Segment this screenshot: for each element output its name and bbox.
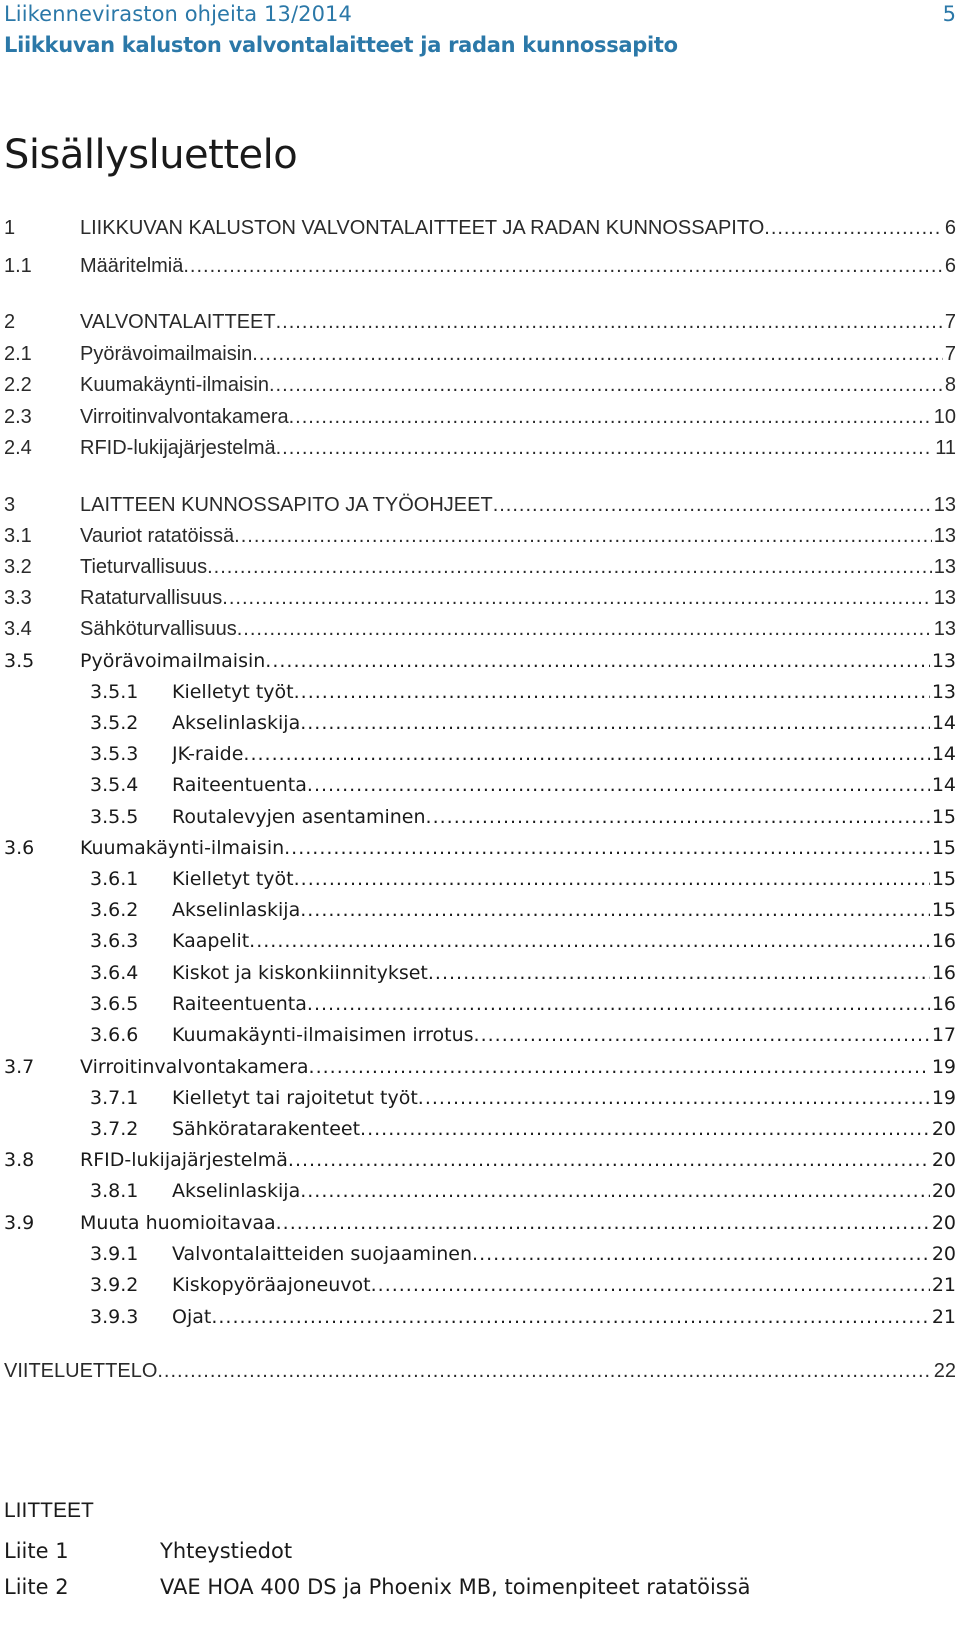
toc-entry-page: 14 <box>931 743 956 765</box>
toc-entry-line <box>172 739 956 769</box>
toc-entry-label: Tieturvallisuus <box>80 556 208 578</box>
toc-entry-label: Virroitinvalvontakamera <box>80 406 289 428</box>
toc-entry-line <box>80 552 956 582</box>
toc-entry-line <box>172 770 956 800</box>
toc-entry-label: Rataturvallisuus <box>80 587 223 609</box>
toc-entry-page: 8 <box>944 374 956 396</box>
toc-entry-page: 20 <box>931 1243 956 1265</box>
toc-entry-number: 3.9.2 <box>90 1274 139 1296</box>
toc-entry-number: 2.2 <box>4 374 32 396</box>
toc-entry[interactable] <box>0 213 960 243</box>
dot-leader <box>265 646 930 676</box>
toc-entry[interactable] <box>0 490 960 520</box>
toc-entry[interactable] <box>0 1208 960 1238</box>
toc-entry[interactable] <box>0 739 960 769</box>
dot-leader <box>300 895 930 925</box>
dot-leader <box>371 1270 930 1300</box>
toc-entry[interactable] <box>0 552 960 582</box>
dot-leader <box>207 552 932 582</box>
toc-entry-number: 2.3 <box>4 406 32 428</box>
toc-entry[interactable] <box>0 708 960 738</box>
toc-entry-line <box>172 926 956 956</box>
toc-entry-page: 16 <box>931 962 956 984</box>
toc-entry-line <box>172 1270 956 1300</box>
toc-entry-page: 13 <box>933 494 956 516</box>
toc-entry[interactable] <box>0 614 960 644</box>
toc-entry-label: Kielletyt työt <box>172 681 294 703</box>
toc-entry-number: 3.7 <box>4 1056 35 1078</box>
toc-entry-page: 13 <box>933 525 956 547</box>
dot-leader <box>276 1208 930 1238</box>
toc-entry-page: 15 <box>931 868 956 890</box>
toc-entry-label: Kuumakäynti-ilmaisin <box>80 837 285 859</box>
dot-leader <box>418 1083 930 1113</box>
toc-entry-number: 3.6.5 <box>90 993 139 1015</box>
toc-entry-number: 2 <box>4 311 16 333</box>
toc-entry-number: 3.6.6 <box>90 1024 139 1046</box>
toc-entry-page: 19 <box>931 1087 956 1109</box>
appendix-label: Liite 1 <box>4 1539 69 1563</box>
toc-entry-line <box>80 307 956 337</box>
toc-entry-number: 3.6 <box>4 837 35 859</box>
dot-leader <box>234 521 932 551</box>
toc-entry-label: VIITELUETTELO <box>4 1360 158 1382</box>
toc-entry-line <box>172 677 956 707</box>
toc-entry-label: Kiskopyöräajoneuvot <box>172 1274 371 1296</box>
toc-entry[interactable] <box>0 370 960 400</box>
toc-entry[interactable] <box>0 864 960 894</box>
toc-entry-line <box>80 213 956 243</box>
dot-leader <box>360 1114 930 1144</box>
toc-entry-page: 16 <box>931 993 956 1015</box>
toc-entry-line <box>172 1302 956 1332</box>
toc-entry-line <box>80 646 956 676</box>
toc-entry[interactable] <box>0 1145 960 1175</box>
toc-entry-number: 3.8 <box>4 1149 35 1171</box>
toc-entry[interactable] <box>0 339 960 369</box>
toc-entry[interactable] <box>0 521 960 551</box>
toc-entry-number: 3.5.3 <box>90 743 139 765</box>
dot-leader <box>289 402 932 432</box>
toc-entry-label: Akselinlaskija <box>172 899 301 921</box>
toc-entry-page: 7 <box>944 343 956 365</box>
toc-entry-line <box>80 1052 956 1082</box>
toc-entry-line <box>80 1145 956 1175</box>
appendix-title: VAE HOA 400 DS ja Phoenix MB, toimenpiteet ratatöissä <box>160 1575 751 1599</box>
toc-entry-number: 3.6.4 <box>90 962 139 984</box>
toc-entry-page: 13 <box>933 556 956 578</box>
toc-entry-page: 14 <box>931 774 956 796</box>
running-header-subtitle: Liikkuvan kaluston valvontalaitteet ja radan kunnossapito <box>4 33 678 57</box>
toc-entry-label: LIIKKUVAN KALUSTON VALVONTALAITTEET JA RADAN KUNNOSSAPITO <box>80 217 765 239</box>
toc-entry-page: 21 <box>931 1274 956 1296</box>
dot-leader <box>183 251 943 281</box>
dot-leader <box>493 490 932 520</box>
dot-leader <box>294 864 930 894</box>
toc-entry-line <box>80 583 956 613</box>
toc-entry-line <box>172 895 956 925</box>
dot-leader <box>300 1176 930 1206</box>
toc-entry[interactable] <box>0 895 960 925</box>
dot-leader <box>300 708 930 738</box>
toc-entry-number: 1 <box>4 217 16 239</box>
toc-entry-line <box>80 521 956 551</box>
toc-entry-number: 3.6.1 <box>90 868 139 890</box>
toc-entry-page: 22 <box>933 1360 956 1382</box>
dot-leader <box>157 1356 931 1386</box>
toc-entry-number: 3.5 <box>4 650 35 672</box>
toc-entry-line <box>172 1239 956 1269</box>
toc-entry-label: Kuumakäynti-ilmaisimen irrotus <box>172 1024 474 1046</box>
toc-entry-label: Kielletyt tai rajoitetut työt <box>172 1087 418 1109</box>
toc-entry-line <box>80 402 956 432</box>
toc-entry-line <box>172 1114 956 1144</box>
toc-entry[interactable] <box>0 1052 960 1082</box>
toc-entry-line <box>4 1356 956 1386</box>
toc-entry-page: 20 <box>931 1212 956 1234</box>
toc-entry-page: 7 <box>944 311 956 333</box>
toc-entry-page: 20 <box>931 1149 956 1171</box>
toc-entry-line <box>172 802 956 832</box>
toc-entry[interactable] <box>0 677 960 707</box>
toc-entry-label: JK-raide <box>172 743 244 765</box>
toc-entry-line <box>80 251 956 281</box>
toc-entry-number: 3.5.2 <box>90 712 139 734</box>
running-header-title: Liikenneviraston ohjeita 13/2014 <box>4 2 352 26</box>
toc-entry-page: 13 <box>933 618 956 640</box>
toc-entry-number: 3.9 <box>4 1212 35 1234</box>
toc-entry-number: 3.6.3 <box>90 930 139 952</box>
toc-entry-label: Virroitinvalvontakamera <box>80 1056 309 1078</box>
toc-entry-label: Pyörävoimailmaisin <box>80 343 253 365</box>
toc-entry-label: Kiskot ja kiskonkiinnitykset <box>172 962 428 984</box>
toc-entry[interactable] <box>0 926 960 956</box>
dot-leader <box>243 739 929 769</box>
dot-leader <box>249 926 930 956</box>
toc-entry-line <box>172 1176 956 1206</box>
toc-entry-number: 1.1 <box>4 255 32 277</box>
toc-entry-label: Ojat <box>172 1306 212 1328</box>
toc-entry-page: 14 <box>931 712 956 734</box>
toc-entry[interactable] <box>0 1356 960 1386</box>
toc-entry-page: 15 <box>931 806 956 828</box>
dot-leader <box>294 677 930 707</box>
toc-entry-page: 17 <box>931 1024 956 1046</box>
toc-entry-label: Muuta huomioitavaa <box>80 1212 276 1234</box>
toc-entry-number: 3.8.1 <box>90 1180 139 1202</box>
toc-entry-number: 3.3 <box>4 587 32 609</box>
toc-entry[interactable] <box>0 433 960 463</box>
dot-leader <box>428 958 930 988</box>
toc-entry[interactable] <box>0 1302 960 1332</box>
toc-entry-page: 13 <box>931 650 956 672</box>
toc-entry-number: 3.9.3 <box>90 1306 139 1328</box>
appendix-title: Yhteystiedot <box>160 1539 293 1563</box>
dot-leader <box>764 213 943 243</box>
appendices-heading: LIITTEET <box>4 1499 94 1522</box>
toc-entry-number: 3.5.5 <box>90 806 139 828</box>
toc-entry-number: 3.4 <box>4 618 32 640</box>
toc-entry-line <box>80 1208 956 1238</box>
toc-entry[interactable] <box>0 307 960 337</box>
toc-entry-number: 3.6.2 <box>90 899 139 921</box>
toc-entry-number: 3.9.1 <box>90 1243 139 1265</box>
toc-entry-line <box>172 1083 956 1113</box>
dot-leader <box>237 614 932 644</box>
dot-leader <box>474 1020 930 1050</box>
toc-entry-page: 13 <box>931 681 956 703</box>
dot-leader <box>307 989 930 1019</box>
toc-entry-number: 3.5.1 <box>90 681 139 703</box>
toc-entry[interactable] <box>0 1083 960 1113</box>
toc-entry[interactable] <box>0 833 960 863</box>
toc-entry-label: Akselinlaskija <box>172 1180 301 1202</box>
toc-entry-line <box>172 1020 956 1050</box>
dot-leader <box>252 339 943 369</box>
toc-entry-page: 16 <box>931 930 956 952</box>
toc-entry-number: 2.4 <box>4 437 32 459</box>
dot-leader <box>211 1302 929 1332</box>
dot-leader <box>222 583 931 613</box>
dot-leader <box>276 433 934 463</box>
toc-entry-page: 20 <box>931 1180 956 1202</box>
toc-entry[interactable] <box>0 958 960 988</box>
toc-entry[interactable] <box>0 402 960 432</box>
toc-entry-line <box>172 864 956 894</box>
toc-entry-label: Raiteentuenta <box>172 774 307 796</box>
toc-entry-line <box>172 989 956 1019</box>
toc-entry-page: 11 <box>935 437 956 459</box>
dot-leader <box>269 370 943 400</box>
toc-entry-page: 6 <box>944 255 956 277</box>
toc-entry[interactable] <box>0 646 960 676</box>
dot-leader <box>284 833 930 863</box>
dot-leader <box>276 307 943 337</box>
toc-entry-line <box>80 614 956 644</box>
toc-entry-number: 3.7.1 <box>90 1087 139 1109</box>
toc-entry-label: Raiteentuenta <box>172 993 307 1015</box>
dot-leader <box>309 1052 930 1082</box>
toc-entry[interactable] <box>0 770 960 800</box>
toc-entry[interactable] <box>0 1239 960 1269</box>
toc-entry-line <box>172 708 956 738</box>
toc-entry[interactable] <box>0 1270 960 1300</box>
toc-entry-page: 15 <box>931 837 956 859</box>
page-number: 5 <box>942 2 956 26</box>
toc-entry-page: 13 <box>933 587 956 609</box>
toc-entry[interactable] <box>0 1114 960 1144</box>
toc-entry-label: RFID-lukijajärjestelmä <box>80 437 276 459</box>
toc-entry-line <box>80 370 956 400</box>
toc-entry[interactable] <box>0 802 960 832</box>
toc-entry-label: Pyörävoimailmaisin <box>80 650 266 672</box>
toc-entry-label: Vauriot ratatöissä <box>80 525 235 547</box>
toc-entry-number: 3 <box>4 494 16 516</box>
toc-entry-label: VALVONTALAITTEET <box>80 311 276 333</box>
toc-entry-page: 10 <box>933 406 956 428</box>
dot-leader <box>288 1145 930 1175</box>
toc-entry-number: 2.1 <box>4 343 32 365</box>
toc-entry-page: 21 <box>931 1306 956 1328</box>
toc-entry-label: Valvontalaitteiden suojaaminen <box>172 1243 473 1265</box>
toc-entry-page: 20 <box>931 1118 956 1140</box>
toc-entry-line <box>80 833 956 863</box>
toc-entry-label: Sähköratarakenteet <box>172 1118 361 1140</box>
toc-entry-label: RFID-lukijajärjestelmä <box>80 1149 288 1171</box>
toc-entry-line <box>172 958 956 988</box>
toc-entry-label: Kuumakäynti-ilmaisin <box>80 374 269 396</box>
toc-entry-page: 19 <box>931 1056 956 1078</box>
appendix-label: Liite 2 <box>4 1575 69 1599</box>
toc-entry-label: Kaapelit <box>172 930 250 952</box>
toc-entry-label: Routalevyjen asentaminen <box>172 806 426 828</box>
page-title: Sisällysluettelo <box>4 132 298 178</box>
toc-entry-label: Määritelmiä <box>80 255 184 277</box>
toc-entry[interactable] <box>0 1020 960 1050</box>
toc-entry-number: 3.5.4 <box>90 774 139 796</box>
toc-entry-number: 3.7.2 <box>90 1118 139 1140</box>
toc-entry[interactable] <box>0 1176 960 1206</box>
dot-leader <box>472 1239 930 1269</box>
toc-entry-number: 3.2 <box>4 556 32 578</box>
toc-entry-line <box>80 433 956 463</box>
toc-entry-line <box>80 339 956 369</box>
toc-entry-label: Akselinlaskija <box>172 712 301 734</box>
dot-leader <box>426 802 930 832</box>
dot-leader <box>307 770 930 800</box>
toc-entry-label: Sähköturvallisuus <box>80 618 237 640</box>
appendix-row <box>0 1535 960 1567</box>
toc-entry-label: LAITTEEN KUNNOSSAPITO JA TYÖOHJEET <box>80 494 493 516</box>
toc-entry[interactable] <box>0 583 960 613</box>
appendix-row <box>0 1571 960 1603</box>
toc-entry-label: Kielletyt työt <box>172 868 294 890</box>
toc-entry-page: 6 <box>944 217 956 239</box>
toc-entry-line <box>80 490 956 520</box>
toc-entry[interactable] <box>0 251 960 281</box>
toc-entry-page: 15 <box>931 899 956 921</box>
toc-entry-number: 3.1 <box>4 525 32 547</box>
toc-entry[interactable] <box>0 989 960 1019</box>
